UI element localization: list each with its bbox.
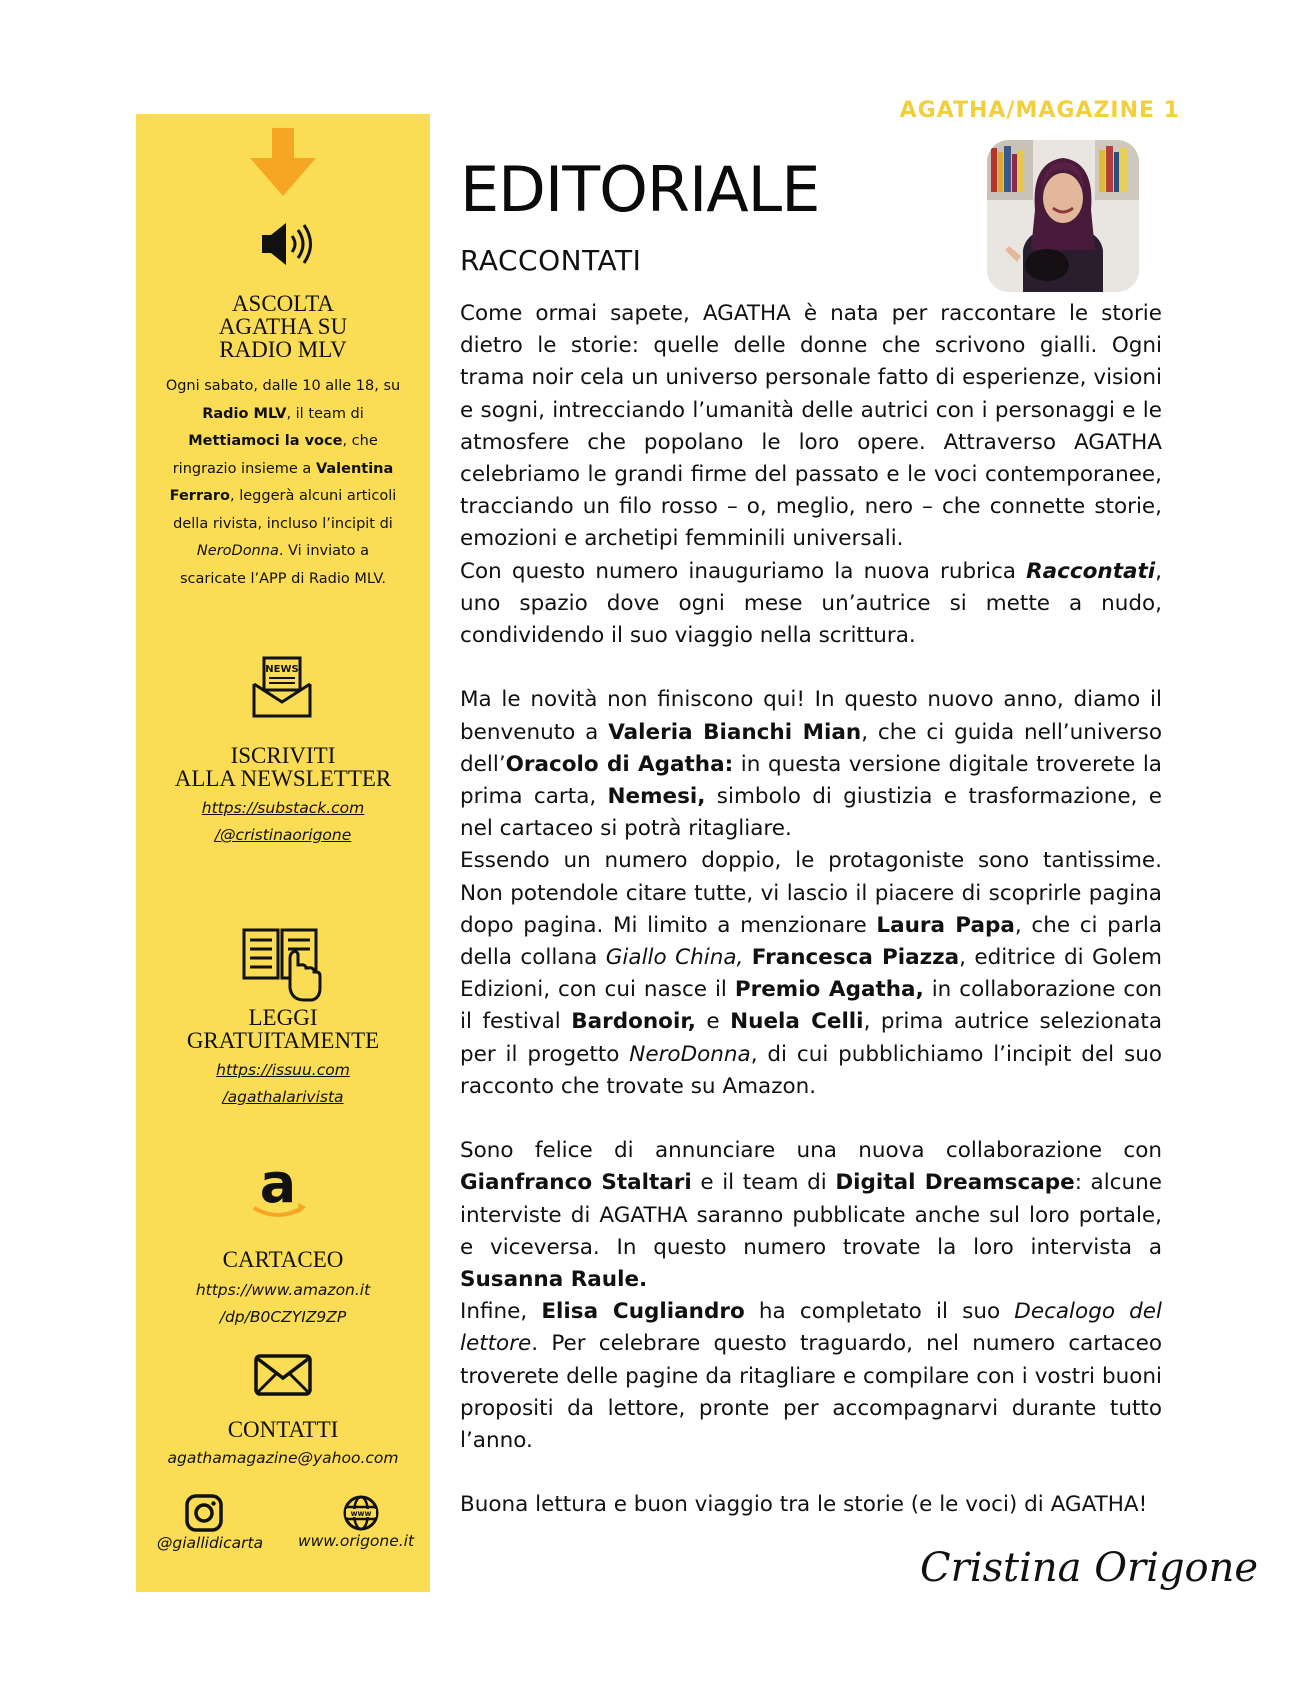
paragraph: [460, 845, 1162, 1103]
newsletter-link[interactable]: https://substack.com: [201, 799, 365, 817]
radio-section: [136, 292, 430, 593]
text-run: Mettiamoci la voce: [188, 433, 343, 449]
radio-text-line: [136, 456, 430, 484]
text-run: Premio Agatha,: [734, 977, 924, 1003]
text-run: Elisa Cugliandro: [541, 1299, 745, 1325]
svg-text:NEWS: NEWS: [265, 664, 299, 675]
website-link[interactable]: www.origone.it: [297, 1532, 415, 1550]
text-run: Nemesi,: [607, 784, 706, 810]
radio-text-line: [136, 401, 430, 429]
paragraph: [460, 684, 1162, 845]
amazon-link[interactable]: https://www.amazon.it: [195, 1281, 371, 1299]
text-run: della rivista, incluso l’incipit di: [173, 515, 393, 532]
text-run: Bardonoir,: [571, 1009, 696, 1035]
radio-text-line: [136, 511, 430, 539]
paragraph: [460, 1296, 1162, 1457]
text-run: Sono felice di annunciare una nuova collaborazione con: [460, 1138, 1162, 1164]
paragraph: [460, 298, 1162, 556]
svg-text:a: a: [259, 1160, 297, 1215]
radio-text-line: [136, 373, 430, 401]
paragraph: [460, 556, 1162, 653]
text-run: Ogni sabato, dalle 10 alle 18, su: [165, 378, 401, 394]
text-run: Digital Dreamscape: [835, 1170, 1075, 1196]
text-run: ha completato il suo: [744, 1299, 1015, 1325]
amazon-link-path[interactable]: /dp/B0CZYIZ9ZP: [219, 1308, 347, 1326]
contact-heading: CONTATTI: [227, 1417, 339, 1442]
paragraph-gap: [460, 1103, 1162, 1135]
contact-section: [136, 1418, 430, 1472]
text-run: Nuela Celli: [730, 1009, 864, 1035]
read-section: [136, 1006, 430, 1111]
magazine-issue-label: AGATHA/MAGAZINE 1: [899, 98, 1180, 123]
radio-text-line: [136, 538, 430, 566]
read-heading: LEGGI GRATUITAMENTE: [186, 1005, 380, 1053]
text-run: simbolo di giustizia e trasformazione, e nel cartaceo si potrà ritagliare.: [460, 784, 1162, 842]
text-run: Radio MLV: [202, 405, 287, 422]
radio-heading: ASCOLTA AGATHA SU RADIO MLV: [218, 291, 348, 362]
issuu-link-path[interactable]: /agathalarivista: [222, 1088, 344, 1106]
radio-text-line: [136, 566, 430, 594]
text-run: NeroDonna: [196, 543, 279, 559]
text-run: Buona lettura e buon viaggio tra le storie (e le voci) di AGATHA!: [460, 1492, 1148, 1518]
editorial-body: [460, 298, 1162, 1522]
text-run: , che ci guida nell’universo dell’: [460, 719, 1162, 777]
radio-description: [136, 373, 430, 593]
print-section: [136, 1248, 430, 1331]
text-run: Laura Papa: [876, 912, 1015, 938]
text-run: e: [695, 1009, 731, 1035]
print-heading: CARTACEO: [222, 1247, 344, 1272]
text-run: in collaborazione con il festival: [460, 977, 1162, 1035]
text-run: Infine,: [460, 1299, 542, 1325]
text-run: Francesca Piazza: [751, 945, 960, 971]
text-run: Gianfranco Staltari: [460, 1170, 692, 1196]
text-run: , prima autrice selezionata per il progetto: [460, 1009, 1163, 1067]
issuu-link[interactable]: https://issuu.com: [216, 1061, 350, 1079]
text-run: Decalogo del lettore: [460, 1299, 1163, 1357]
text-run: Con questo numero inauguriamo la nuova rubrica: [460, 558, 1027, 584]
text-run: Valeria Bianchi Mian: [608, 719, 862, 745]
paragraph-gap: [460, 1457, 1162, 1489]
text-run: Valentina: [315, 460, 394, 477]
amazon-icon: [240, 1160, 320, 1226]
page-title: EDITORIALE: [460, 153, 820, 226]
svg-text:www: www: [350, 1509, 372, 1518]
newspaper-icon: [250, 654, 314, 722]
text-run: : alcune interviste di AGATHA saranno pubblicate anche sul loro portale, e viceversa. In questo numero trovate la loro intervista a: [460, 1170, 1162, 1260]
text-run: , il team di: [286, 405, 364, 422]
speaker-icon: [260, 220, 316, 272]
text-run: , uno spazio dove ogni mese un’autrice si mette a nudo, condividendo il suo viaggio nella scrittura.: [460, 558, 1162, 649]
text-run: Ma le novità non finiscono qui! In questo nuovo anno, diamo il benvenuto a: [460, 687, 1162, 745]
text-run: Come ormai sapete, AGATHA è nata per raccontare le storie dietro le storie: quelle delle donne che scrivono gialli. Ogni trama noir cela un universo personale fatto di esperienze, visioni e sogni, intrecciando l’umanità delle autrici con i personaggi e le atmosfere che popolano le loro opere. Attraverso AGATHA celebriamo le grandi firme del passato e le voci contemporanee, tracciando un filo rosso – o, meglio, nero – che connette storie, emozioni e archetipi femminili universali.: [460, 301, 1162, 552]
text-run: . Vi inviato a: [278, 543, 370, 559]
text-run: e il team di: [691, 1170, 836, 1196]
sidebar: [136, 114, 430, 1592]
text-run: Essendo un numero doppio, le protagoniste sono tantissime. Non potendole citare tutte, vi lascio il piacere di scoprirle pagina dopo pagina. Mi limito a menzionare: [460, 848, 1162, 938]
text-run: , di cui pubblichiamo l’incipit del suo racconto che trovate su Amazon.: [460, 1041, 1162, 1099]
newsletter-link-path[interactable]: /@cristinaorigone: [214, 826, 352, 844]
text-run: ringrazio insieme a: [172, 460, 316, 477]
paragraph-gap: [460, 652, 1162, 684]
text-run: in questa versione digitale troverete la prima carta,: [460, 751, 1162, 810]
text-run: Susanna Raule.: [460, 1267, 648, 1293]
book-pointer-icon: [240, 922, 324, 1006]
text-run: Oracolo di Agatha:: [505, 751, 734, 777]
arrow-down-icon: [248, 128, 318, 202]
text-run: Raccontati: [1026, 558, 1156, 584]
contact-email[interactable]: agathamagazine@yahoo.com: [167, 1449, 399, 1467]
author-photo: [987, 140, 1139, 292]
envelope-icon: [254, 1354, 312, 1400]
text-run: , che ci parla della collana: [460, 912, 1162, 971]
text-run: scaricate l’APP di Radio MLV.: [180, 570, 386, 587]
text-run: , editrice di Golem Edizioni, con cui nasce il: [460, 945, 1162, 1003]
text-run: . Per celebrare questo traguardo, nel numero cartaceo troverete delle pagine da ritagliare e compilare con i vostri buoni propositi da lettore, pronte per accompagnarvi durante tutto l’anno.: [460, 1331, 1162, 1454]
paragraph: [460, 1135, 1162, 1296]
section-subtitle: RACCONTATI: [460, 244, 642, 277]
text-run: Ferraro: [169, 488, 231, 504]
text-run: Giallo China,: [605, 945, 744, 971]
signature: Cristina Origone: [920, 1545, 1259, 1591]
instagram-handle[interactable]: @giallidicarta: [156, 1534, 264, 1552]
text-run: , leggerà alcuni articoli: [230, 488, 397, 504]
paragraph: [460, 1489, 1162, 1521]
radio-text-line: [136, 428, 430, 456]
radio-text-line: [136, 483, 430, 511]
newsletter-heading: ISCRIVITI ALLA NEWSLETTER: [174, 743, 392, 791]
text-run: [743, 945, 751, 970]
newsletter-section: [136, 744, 430, 849]
text-run: , che: [342, 433, 378, 449]
text-run: NeroDonna: [629, 1041, 751, 1067]
